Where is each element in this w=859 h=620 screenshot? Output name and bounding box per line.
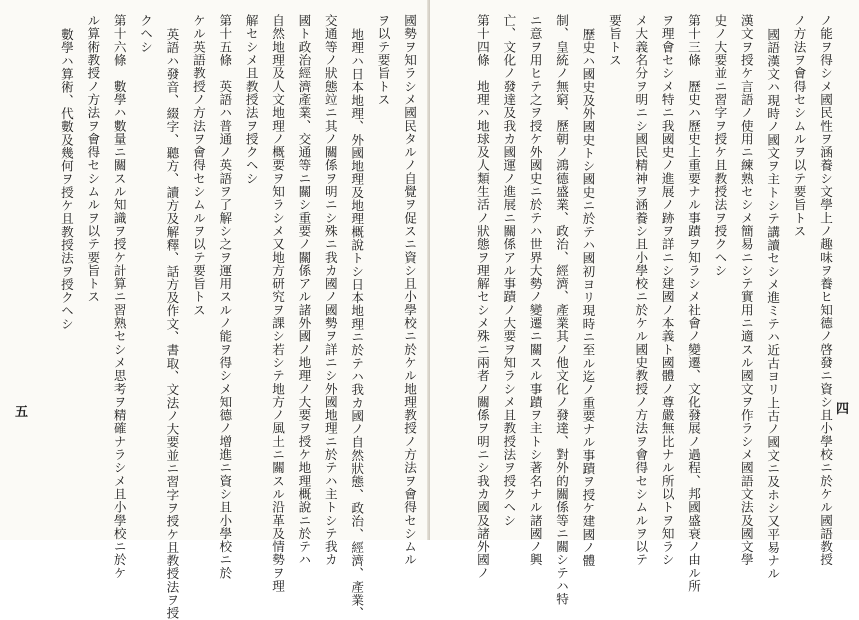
text-column: 第十五條 英語ハ普通ノ英語ヲ了解シ之ヲ運用スルノ能ヲ得シメ知德ノ增進ニ資シ且小學校ニ於 bbox=[217, 14, 233, 580]
text-column: クヘシ bbox=[138, 14, 154, 54]
text-column: ノ能ヲ得シメ國民性ヲ涵養シ文學上ノ趣味ヲ養ヒ知德ノ啓發ニ資シ且小學校ニ於ケル國語教授 bbox=[818, 14, 833, 567]
text-column: ノ方法ヲ會得セシムルヲ以テ要旨トス bbox=[791, 14, 807, 238]
text-column: 自然地理及人文地理ノ概要ヲ知ラシメ又地方研究ヲ課シ若シテ地方ノ風土ニ關スル沿革及情勢ヲ理 bbox=[270, 14, 286, 593]
left-page bbox=[0, 0, 429, 620]
text-column: 要旨トス bbox=[606, 14, 622, 67]
left-page-text bbox=[15, 14, 417, 620]
text-column: ケル英語教授ノ方法ヲ會得セシムルヲ以テ要旨トス bbox=[190, 14, 206, 317]
text-column: ニ意ヲ用ヒテ之ヲ授ケ外國史ニ於テハ世界大勢ノ變遷ニ關スル事蹟ヲ主トシ著名ナル諸國ノ興 bbox=[527, 14, 543, 567]
text-column: 漢文ヲ授ケ言語ノ使用ニ練熟セシメ簡易ニシテ實用ニ適スル國文ヲ作ラシメ國語文法及國文學 bbox=[738, 14, 754, 567]
text-column: 第十四條 地理ハ地球及人類生活ノ狀態ヲ理解セシメ殊ニ兩者ノ關係ヲ明ニシ我カ國及諸外國ノ bbox=[474, 14, 490, 580]
text-column: 制、皇統ノ無窮、歷朝ノ鴻德盛業、政治、經濟、產業其ノ他文化ノ發達、對外的關係等ニ關シテハ特 bbox=[554, 14, 570, 606]
text-column: 國勢ヲ知ラシメ國民タルノ自覺ヲ促スニ資シ且小學校ニ於ケル地理教授ノ方法ヲ會得セシムル bbox=[402, 14, 417, 567]
text-column: 國語漢文ハ現時ノ國文ヲ主トシテ講讀セシメ進ミテハ近古ヨリ上古ノ國文ニ及ホシ又平易ナル bbox=[765, 28, 781, 581]
text-column: 第十三條 歷史ハ歷史上重要ナル事蹟ヲ知ラシメ社會ノ變遷、文化發展ノ過程、邦國盛衰ノ由ル所 bbox=[686, 14, 702, 593]
text-column: 英語ハ發音、綴字、聽方、讀方及解釋、話方及作文、書取、文法ノ大要並ニ習字ヲ授ケ且教授法ヲ授 bbox=[164, 28, 180, 620]
text-column: 解セシメ且教授法ヲ授クヘシ bbox=[243, 14, 259, 185]
right-page-text bbox=[441, 14, 833, 606]
text-column: 數學ハ算術、代數及幾何ヲ授ケ且教授法ヲ授クヘシ bbox=[58, 28, 74, 331]
text-column: 第十六條 數學ハ數量ニ關スル知識ヲ授ケ計算ニ習熟セシメ思考ヲ精確ナラシメ且小學校ニ於ケ bbox=[111, 14, 127, 580]
text-column: メ大義名分ヲ明ニシ國民精神ヲ涵養シ且小學校ニ於ケル國史教授ノ方法ヲ會得セシムルヲ以テ bbox=[633, 14, 649, 567]
text-column: 國ト政治經濟產業、交通等ニ關シ重要ノ關係アル諸外國ノ地理ノ大要ヲ授ケ地理概說ニ於テハ bbox=[296, 14, 312, 567]
text-column: ヲ理會セシメ特ニ我國史ノ進展ノ跡ヲ詳ニシ建國ノ本義ト國體ノ尊嚴無比ナル所以トヲ知ラシ bbox=[659, 14, 675, 567]
right-page-number: 四 bbox=[835, 402, 849, 417]
text-column: 地理ハ日本地理、外國地理及地理概說トシ日本地理ニ於テハ我カ國ノ自然狀態、政治、經濟、產業、 bbox=[349, 28, 365, 620]
text-column: 亡、文化ノ發達及我カ國運ノ進展ニ關係アル事蹟ノ大要ヲ知ラシメ且教授法ヲ授クヘシ bbox=[501, 14, 517, 527]
right-page bbox=[430, 0, 859, 606]
text-column: 交通等ノ狀態竝ニ其ノ關係ヲ明ニシ殊ニ我カ國ノ國勢ヲ詳ニシ外國地理ニ於テハ主トシテ我カ bbox=[322, 14, 338, 567]
text-column: 歷史ハ國史及外國史トシ國史ニ於テハ國初ヨリ現時ニ至ル迄ノ重要ナル事蹟ヲ授ケ建國ノ體 bbox=[580, 28, 596, 568]
text-column: ヲ以テ要旨トス bbox=[375, 14, 391, 107]
text-column: 史ノ大要並ニ習字ヲ授ケ且教授法ヲ授クヘシ bbox=[712, 14, 728, 277]
text-column: ル算術教授ノ方法ヲ會得セシムルヲ以テ要旨トス bbox=[85, 14, 101, 304]
left-page-number: 五 bbox=[15, 405, 29, 420]
